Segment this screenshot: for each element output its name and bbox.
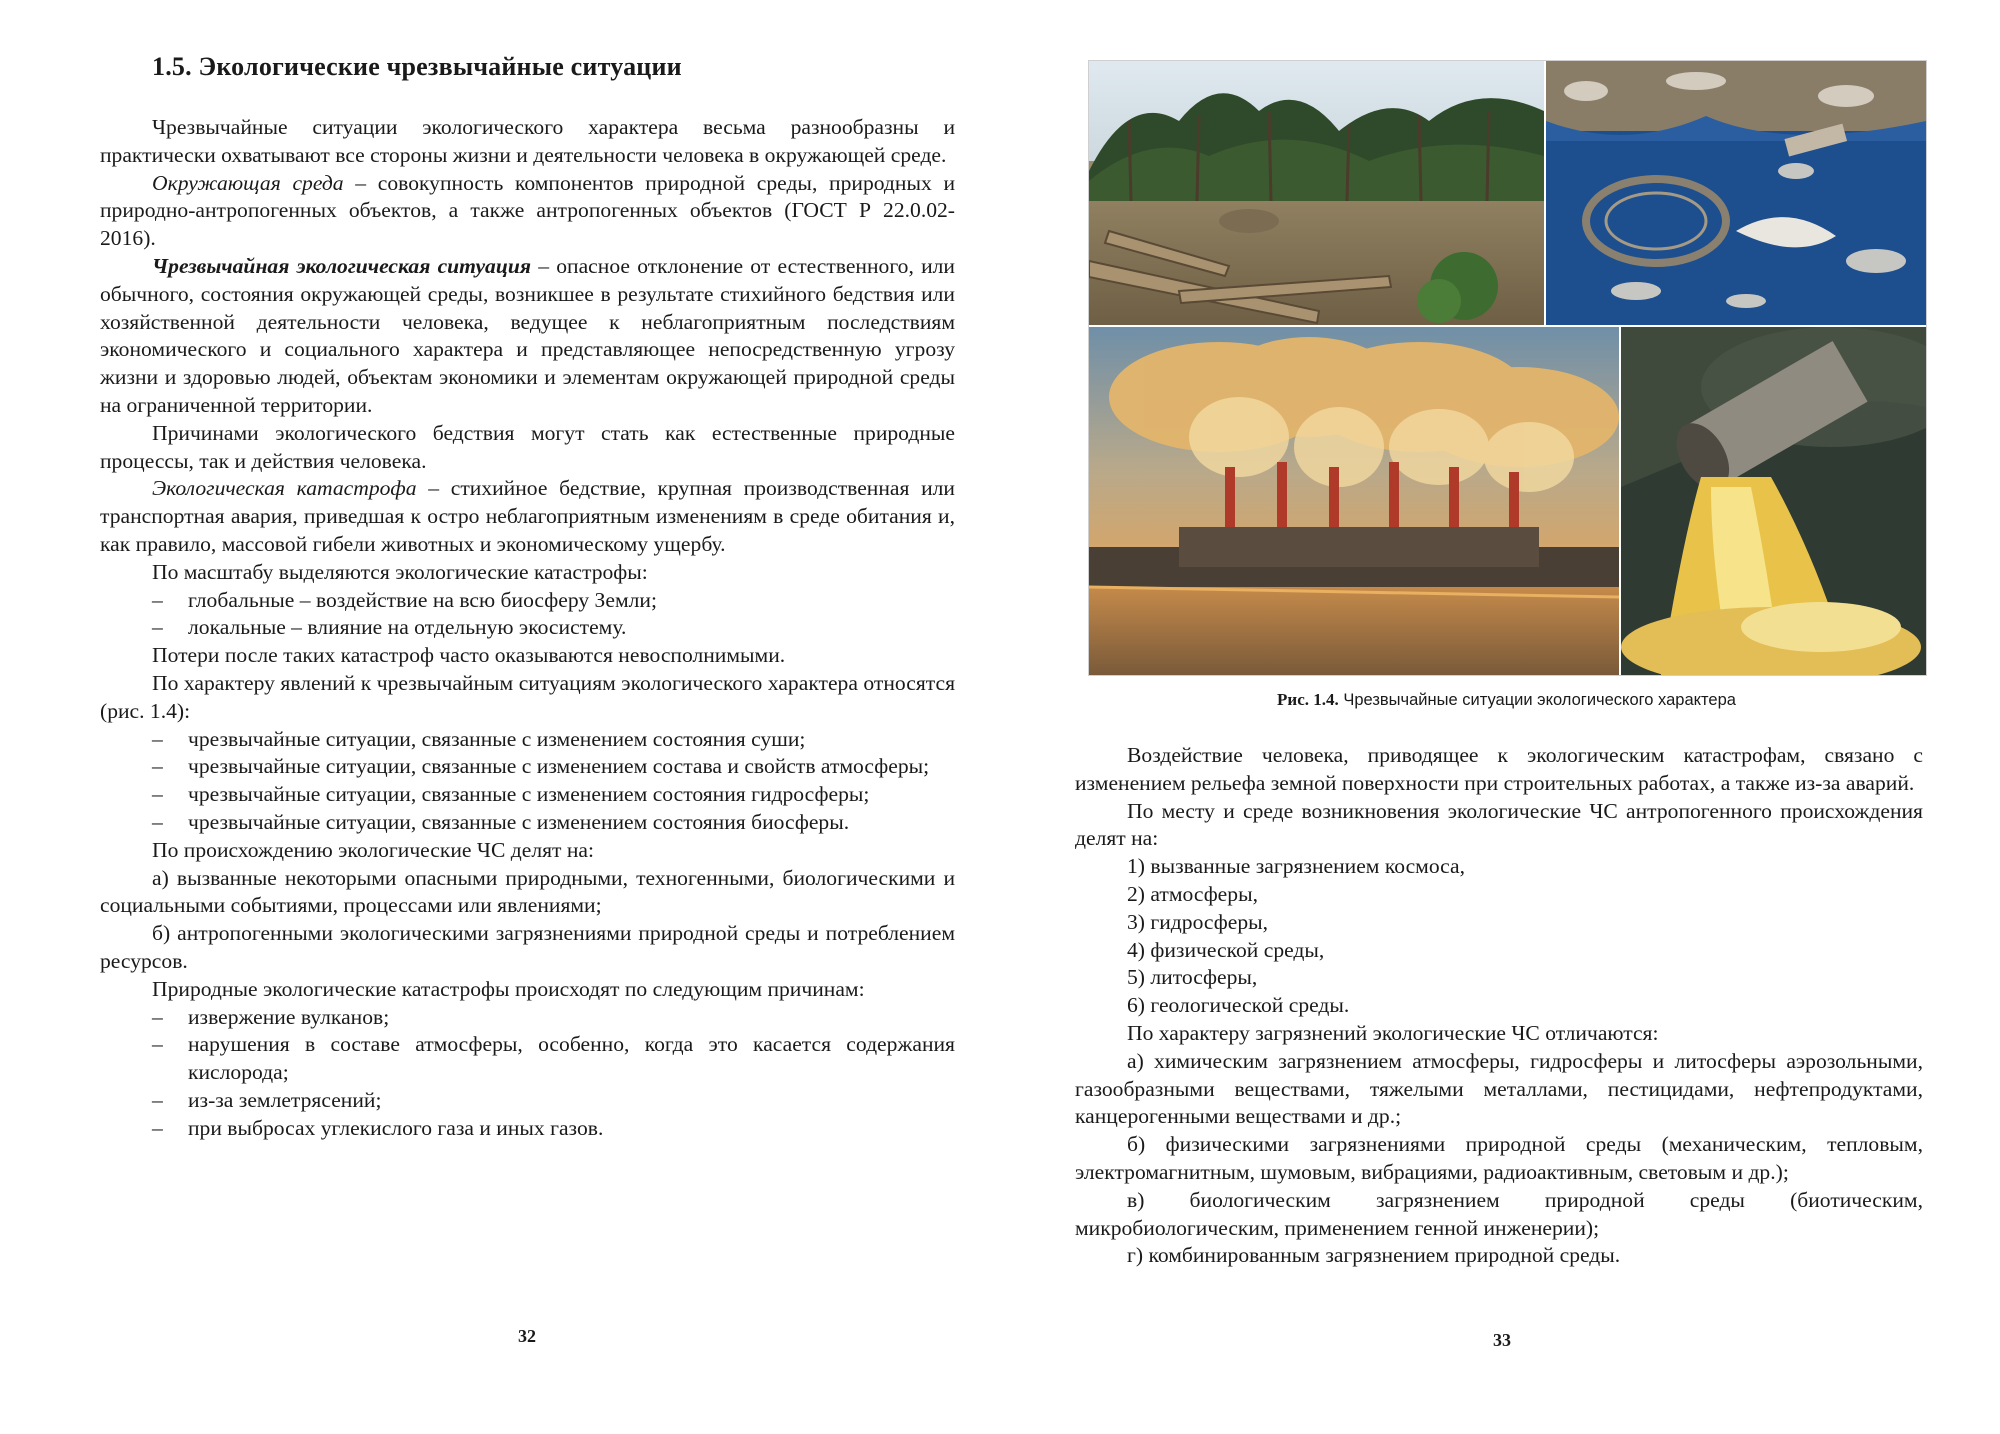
paragraph: Воздействие человека, приводящее к экологическим катастрофам, связано с изменением рельефа земной поверхности при строительных работах, а также из-за аварий.: [1075, 743, 1923, 795]
paragraph: По происхождению экологические ЧС делят на:: [152, 837, 595, 862]
dash-marker: –: [152, 1087, 163, 1112]
paragraph: По характеру загрязнений экологические ЧС отличаются:: [1127, 1020, 1659, 1045]
list-item: 6) геологической среды.: [1127, 993, 1350, 1018]
dash-marker: –: [152, 1115, 163, 1140]
dash-marker: –: [152, 1004, 163, 1029]
list-item: а) вызванные некоторыми опасными природными, техногенными, биологическими и социальными событиями, процессами или явлениями;: [100, 865, 955, 918]
list-item: а) химическим загрязнением атмосферы, гидросферы и литосферы аэрозольными, газообразными веществами, тяжелыми металлами, пестицидами, нефтепродуктами, канцерогенными веществами и др.;: [1075, 1048, 1923, 1129]
deforestation-photo: [1089, 61, 1544, 325]
list-item: 2) атмосферы,: [1127, 881, 1258, 906]
left-page-text: [100, 114, 955, 1142]
list-item: б) антропогенными экологическими загрязнениями природной среды и потреблением ресурсов.: [100, 921, 955, 973]
definition-text: – совокупность компонентов природной среды, природных и природно-антропогенных объектов, а также антропогенных объектов (ГОСТ Р 22.0.02-2016).: [100, 170, 956, 251]
list-item: – чрезвычайные ситуации, связанные с изменением состояния суши;: [100, 726, 955, 754]
list-item: в) биологическим загрязнением природной среды (биотическим, микробиологическим, применением генной инженерии);: [1075, 1187, 1923, 1240]
dash-marker: –: [152, 587, 163, 612]
dash-marker: –: [152, 809, 163, 834]
dash-marker: –: [152, 754, 163, 779]
list-item: – при выбросах углекислого газа и иных газов.: [100, 1115, 955, 1143]
term-catastrophe: Экологическая катастрофа: [152, 476, 417, 501]
list-item: – чрезвычайные ситуации, связанные с изменением состава и свойств атмосферы;: [100, 753, 955, 781]
list-item: г) комбинированным загрязнением природной среды.: [1127, 1243, 1621, 1268]
figure-label: Рис. 1.4.: [1277, 690, 1339, 709]
paragraph: Природные экологические катастрофы происходят по следующим причинам:: [152, 976, 865, 1001]
list-item: 4) физической среды,: [1127, 937, 1325, 962]
right-page-text: [1075, 742, 1923, 1270]
dash-marker: –: [152, 1032, 163, 1057]
paragraph: По месту и среде возникновения экологические ЧС антропогенного происхождения делят на:: [1075, 798, 1923, 851]
paragraph: Чрезвычайные ситуации экологического характера весьма разнообразны и практически охватывают все стороны жизни и деятельности человека в окружающей среде.: [100, 115, 955, 167]
list-item: – из-за землетрясений;: [100, 1087, 955, 1115]
list-item: – чрезвычайные ситуации, связанные с изменением состояния гидросферы;: [100, 781, 955, 809]
figure-caption: [1088, 690, 1925, 710]
page-number: 32: [518, 1326, 536, 1346]
term-environment: Окружающая среда: [152, 170, 344, 195]
list-item: 3) гидросферы,: [1127, 909, 1269, 934]
power-plant-photo: [1089, 327, 1619, 675]
paragraph: Причинами экологического бедствия могут стать как естественные природные процессы, так и действия человека.: [100, 420, 955, 473]
term-emergency: Чрезвычайная экологическая ситуация: [152, 253, 531, 278]
figure-collage: [1088, 60, 1927, 676]
list-item: – нарушения в составе атмосферы, особенно, когда это касается содержания кислорода;: [152, 1032, 955, 1085]
definition-paragraph: [100, 170, 955, 253]
list-item: 5) литосферы,: [1127, 965, 1258, 990]
waste-pipe-photo: [1621, 327, 1926, 675]
list-item: б) физическими загрязнениями природной среды (механическим, тепловым, электромагнитным, шумовым, вибрациями, радиоактивным, световым и др.);: [1075, 1132, 1923, 1184]
paragraph: Потери после таких катастроф часто оказываются невосполнимыми.: [152, 643, 786, 668]
list-item: – извержение вулканов;: [100, 1004, 955, 1032]
dash-marker: –: [152, 782, 163, 807]
figure-caption-text: Чрезвычайные ситуации экологического характера: [1338, 691, 1736, 709]
definition-paragraph: [100, 253, 955, 420]
list-item: 1) вызванные загрязнением космоса,: [1127, 854, 1465, 879]
dash-marker: –: [152, 615, 163, 640]
list-item: – глобальные – воздействие на всю биосферу Земли;: [100, 587, 955, 615]
section-heading: 1.5. Экологические чрезвычайные ситуации: [152, 52, 682, 81]
definition-text: – стихийное бедствие, крупная производственная или транспортная авария, приведшая к остро неблагоприятным изменениям в среде обитания и, как правило, массовой гибели животных и экономическому ущербу.: [100, 476, 955, 556]
polluted-water-photo: [1546, 61, 1926, 325]
definition-paragraph: [100, 475, 955, 558]
page-number: 33: [1493, 1330, 1511, 1350]
paragraph: По характеру явлений к чрезвычайным ситуациям экологического характера относятся (рис. 1.4):: [100, 670, 955, 723]
definition-text: – опасное отклонение от естественного, или обычного, состояния окружающей среды, возникшее в результате стихийного бедствия или хозяйственной деятельности человека, ведущее к неблагоприятным последствиям экономического и социального характера и представляющее непосредственную угрозу жизни и здоровью людей, объектам экономики и элементам окружающей природной среды на ограниченной территории.: [100, 253, 955, 417]
paragraph: По масштабу выделяются экологические катастрофы:: [152, 559, 648, 584]
list-item: – чрезвычайные ситуации, связанные с изменением состояния биосферы.: [100, 809, 955, 837]
list-item: – локальные – влияние на отдельную экосистему.: [100, 614, 955, 642]
dash-marker: –: [152, 726, 163, 751]
